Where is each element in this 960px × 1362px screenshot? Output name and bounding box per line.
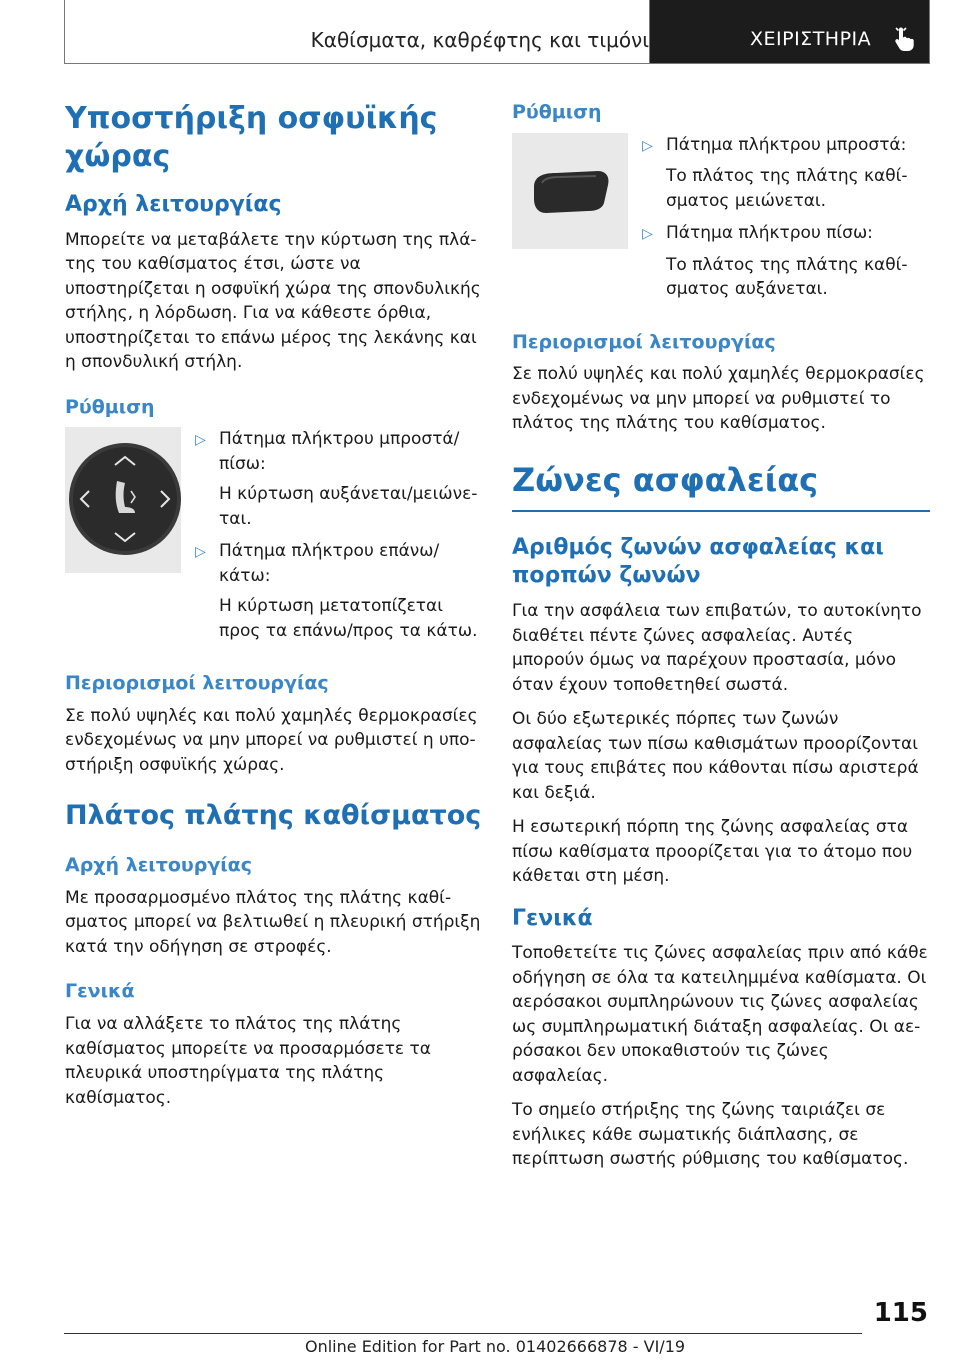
text-belts-number-1: Για την ασφάλεια των επιβατών, το αυτοκίνητο διαθέτει πέντε ζώνες ασφαλείας. Αυτές μπορούν όμως να παρέχουν προστασία, μόνο όταν έχουν τοποθετηθεί σωστά.	[512, 601, 922, 695]
width-step-1-result: Το πλάτος της πλάτης καθίσματος μειώνεται.	[666, 166, 908, 211]
heading-adjustment-lumbar: Ρύθμιση	[65, 395, 155, 418]
lumbar-adjustment-block	[65, 427, 483, 651]
lumbar-switch-image	[65, 427, 181, 651]
page-header	[64, 0, 930, 64]
lumbar-step-1: ▷ Πάτημα πλήκτρου μπροστά/ πίσω:	[195, 427, 483, 476]
header-chapter-label: ΧΕΙΡΙΣΤΗΡΙΑ	[750, 28, 872, 50]
title-backrest-width: Πλάτος πλάτης καθίσματος	[65, 800, 482, 832]
width-step-2: ▷ Πάτημα πλήκτρου πίσω:	[642, 221, 930, 247]
heading-principle-lumbar: Αρχή λειτουργίας	[65, 192, 282, 217]
text-belts-number-2: Οι δύο εξωτερικές πόρπες των ζωνών ασφαλείας των πίσω καθισμάτων προορίζονται για τους επιβάτες που κάθονται πίσω αριστερά και δεξιά.	[512, 709, 919, 803]
lumbar-steps	[195, 427, 483, 651]
text-principle-width: Με προσαρμοσμένο πλάτος της πλάτης καθίσματος μπορεί να βελτιωθεί η πλευρική στήριξη κατά την οδήγηση σε στροφές.	[65, 887, 481, 957]
footer-divider	[64, 1333, 862, 1334]
text-general-width: Για να αλλάξετε το πλάτος της πλάτης καθίσματος μπορείτε να προσαρμόσετε τα πλευρικά υποστηρίγματα της πλάτης καθίσματος.	[65, 1014, 431, 1108]
heading-belts-number: Αριθμός ζωνών ασφαλείας και πορπών ζωνών	[512, 534, 884, 589]
lumbar-switch-illustration	[65, 427, 181, 573]
text-belts-number-3: Η εσωτερική πόρπη της ζώνης ασφαλείας στα πίσω καθίσματα προορίζεται για το άτομο που κάθεται στη μέση.	[512, 817, 913, 887]
text-principle-lumbar: Μπορείτε να μεταβάλετε την κύρτωση της πλάτης του καθίσματος έτσι, ώστε να υποστηρίζεται η οσφυϊκή χώρα της σπονδυλικής στήλης, η λόρδωση. Για να κάθεστε όρθια, υποστηρίζεται το επάνω μέρος της λεκάνης και η σπονδυλική στήλη.	[65, 229, 481, 373]
text-belts-general-2: Το σημείο στήριξης της ζώνης ταιριάζει σε ενήλικες κάθε σωματικής διάπλασης, σε περίπτωση σωστής ρύθμισης του καθίσματος.	[512, 1100, 909, 1170]
width-step-2-result: Το πλάτος της πλάτης καθίσματος αυξάνεται.	[666, 254, 908, 300]
step-marker-icon: ▷	[195, 544, 206, 561]
step-marker-icon: ▷	[642, 137, 653, 154]
heading-adjustment-width: Ρύθμιση	[512, 101, 602, 123]
heading-belts-general: Γενικά	[512, 905, 593, 931]
step-marker-icon: ▷	[195, 432, 206, 449]
width-step-1: ▷ Πάτημα πλήκτρου μπροστά:	[642, 133, 930, 159]
text-limits-width: Σε πολύ υψηλές και πολύ χαμηλές θερμοκρασίες ενδεχομένως να μην μπορεί να ρυθμιστεί το πλάτος της πλάτης του καθίσματος.	[512, 364, 925, 434]
text-limits-lumbar: Σε πολύ υψηλές και πολύ χαμηλές θερμοκρασίες ενδεχομένως να μην μπορεί να ρυθμιστεί η υποστήριξη οσφυϊκής χώρας.	[65, 705, 478, 775]
lumbar-step-1-result: Η κύρτωση αυξάνεται/μειώνεται.	[219, 484, 478, 529]
heading-principle-width: Αρχή λειτουργίας	[65, 854, 252, 877]
title-lumbar-support: Υποστήριξη οσφυϊκής χώρας	[65, 101, 438, 174]
lumbar-step-2: ▷ Πάτημα πλήκτρου επάνω/ κάτω:	[195, 539, 483, 588]
footer-edition: Online Edition for Part no. 01402666878 - VI/19	[305, 1337, 686, 1356]
title-seat-belts: Ζώνες ασφαλείας	[512, 460, 930, 512]
heading-limits-width: Περιορισμοί λειτουργίας	[512, 330, 776, 353]
page-number: 115	[873, 1298, 928, 1328]
width-switch-illustration	[512, 133, 628, 249]
width-steps	[642, 133, 930, 310]
header-section-title: Καθίσματα, καθρέφτης και τιμόνι	[310, 28, 649, 52]
step-marker-icon: ▷	[642, 226, 653, 243]
width-adjustment-block	[512, 133, 930, 310]
lumbar-step-2-result: Η κύρτωση μετατοπίζεται προς τα επάνω/προς τα κάτω.	[219, 596, 478, 641]
left-column	[65, 100, 483, 1120]
right-column	[512, 100, 930, 1182]
heading-limits-lumbar: Περιορισμοί λειτουργίας	[65, 672, 329, 695]
header-chapter-tab	[649, 0, 929, 63]
text-belts-general-1: Τοποθετείτε τις ζώνες ασφαλείας πριν από κάθε οδήγηση σε όλα τα κατειλημμένα καθίσματα. Οι αερόσακοι συμπληρώνουν τις ζώνες ασφαλείας ως συμπληρωματική διάταξη ασφαλείας. Οι αερόσακοι δεν υποκαθιστούν τις ζώνες ασφαλείας.	[512, 943, 928, 1086]
heading-general-width: Γενικά	[65, 980, 135, 1003]
hand-pointer-icon	[893, 26, 917, 52]
width-switch-image	[512, 133, 628, 310]
